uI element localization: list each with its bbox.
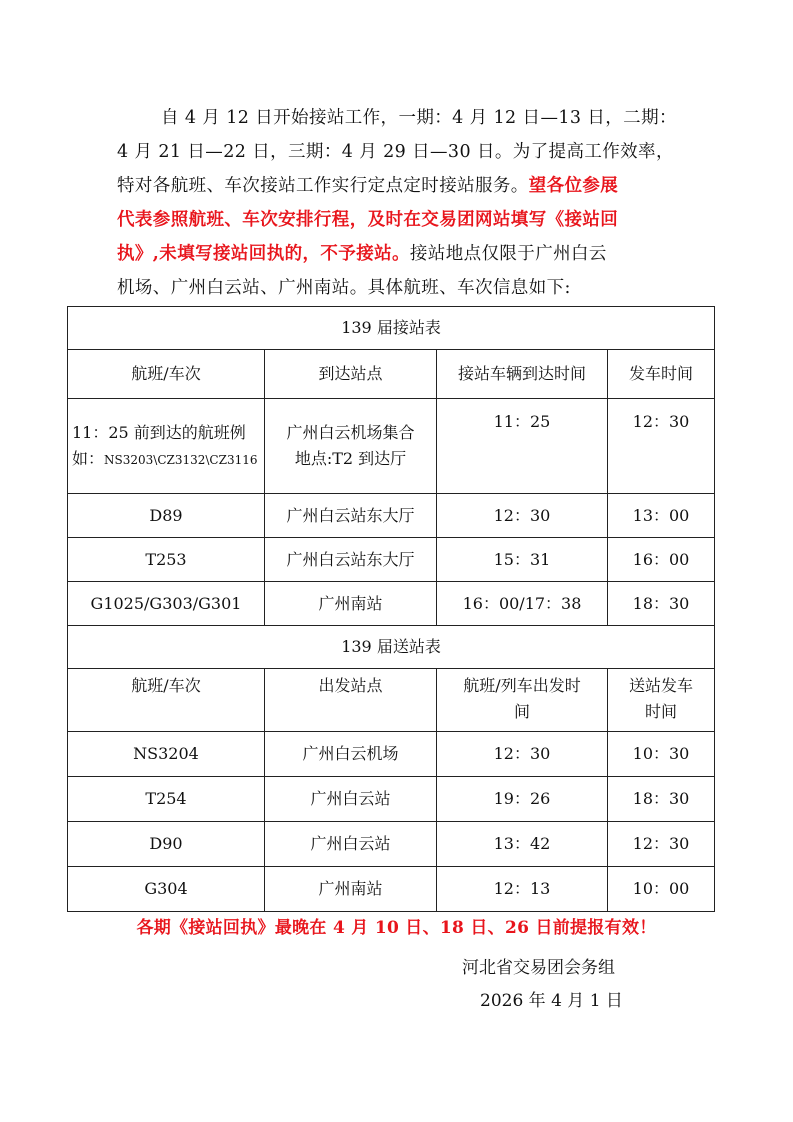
arrival-flight-cell — [68, 399, 265, 494]
arrival-station: 广州南站 — [265, 582, 437, 626]
arrival-depart-time: 16：00 — [608, 538, 715, 582]
arrival-vehicle-time: 11：25 — [437, 399, 608, 494]
departure-station: 广州白云站 — [265, 822, 437, 867]
table-row — [68, 494, 715, 538]
departure-station: 广州白云机场 — [265, 732, 437, 777]
arrival-header-station: 到达站点 — [265, 350, 437, 399]
departure-header-flight: 航班/车次 — [68, 669, 265, 732]
departure-send-time: 10：30 — [608, 732, 715, 777]
departure-header-flight-time — [437, 669, 608, 732]
departure-flight-time: 12：30 — [437, 732, 608, 777]
arrival-header-depart-time: 发车时间 — [608, 350, 715, 399]
departure-station: 广州白云站 — [265, 777, 437, 822]
departure-header-send-time-line-2: 时间 — [645, 702, 678, 721]
table-row — [68, 538, 715, 582]
arrival-flight: G1025/G303/G301 — [68, 582, 265, 626]
arrival-depart-time: 18：30 — [608, 582, 715, 626]
departure-send-time: 10：00 — [608, 867, 715, 912]
arrival-station: 广州白云站东大厅 — [265, 538, 437, 582]
departure-flight: D90 — [68, 822, 265, 867]
departure-header-flight-time-line-1: 航班/列车出发时 — [463, 676, 581, 695]
arrival-depart-time: 12：30 — [608, 399, 715, 494]
arrival-flight: D89 — [68, 494, 265, 538]
arrival-depart-time: 13：00 — [608, 494, 715, 538]
arrival-station-line-1: 广州白云机场集合 — [286, 423, 415, 442]
arrival-station-cell — [265, 399, 437, 494]
departure-flight: T254 — [68, 777, 265, 822]
intro-highlight-2: 代表参照航班、车次安排行程，及时在交易团网站填写《接站回 — [117, 210, 619, 230]
departure-station: 广州南站 — [265, 867, 437, 912]
intro-line-6: 机场、广州白云站、广州南站。具体航班、车次信息如下: — [117, 278, 571, 298]
arrival-station: 广州白云站东大厅 — [265, 494, 437, 538]
arrival-flight-note-suffix: 如： — [72, 448, 105, 468]
table-row — [68, 777, 715, 822]
departure-table-caption: 139 届送站表 — [68, 626, 715, 669]
arrival-vehicle-time: 12：30 — [437, 494, 608, 538]
arrival-header-flight: 航班/车次 — [68, 350, 265, 399]
arrival-table-caption: 139 届接站表 — [68, 307, 715, 350]
departure-header-send-time-line-1: 送站发车 — [629, 676, 694, 695]
departure-flight: NS3204 — [68, 732, 265, 777]
arrival-flight: T253 — [68, 538, 265, 582]
arrival-flight-codes: NS3203\CZ3132\CZ3116 — [104, 452, 258, 467]
departure-header-station: 出发站点 — [265, 669, 437, 732]
departure-send-time: 12：30 — [608, 822, 715, 867]
arrival-vehicle-time: 15：31 — [437, 538, 608, 582]
intro-line-3: 特对各航班、车次接站工作实行定点定时接站服务。 — [117, 176, 529, 196]
arrival-vehicle-time: 16：00/17：38 — [437, 582, 608, 626]
intro-line-5: 接站地点仅限于广州白云 — [409, 244, 607, 264]
intro-paragraph — [117, 101, 717, 305]
intro-highlight-3: 执》,未填写接站回执的，不予接站。 — [117, 244, 410, 264]
deadline-notice: 各期《接站回执》最晚在 4 月 10 日、18 日、26 日前提报有效！ — [136, 918, 657, 938]
signature-date: 2026 年 4 月 1 日 — [480, 991, 623, 1011]
table-row — [68, 822, 715, 867]
arrival-station-line-2: 地点:T2 到达厅 — [294, 449, 407, 468]
arrival-header-vehicle-time: 接站车辆到达时间 — [437, 350, 608, 399]
table-row — [68, 582, 715, 626]
departure-flight-time: 12：13 — [437, 867, 608, 912]
table-row — [68, 867, 715, 912]
departure-flight-time: 13：42 — [437, 822, 608, 867]
departure-header-flight-time-line-2: 间 — [513, 702, 530, 721]
table-row — [68, 732, 715, 777]
departure-header-send-time — [608, 669, 715, 732]
departure-send-time: 18：30 — [608, 777, 715, 822]
intro-highlight-1: 望各位参展 — [528, 176, 619, 196]
departure-flight: G304 — [68, 867, 265, 912]
signature-organization: 河北省交易团会务组 — [462, 958, 615, 978]
departure-flight-time: 19：26 — [437, 777, 608, 822]
intro-line-2: 4 月 21 日—22 日，三期：4 月 29 日—30 日。为了提高工作效率， — [117, 142, 674, 162]
arrival-flight-note: 11：25 前到达的航班例 — [72, 422, 246, 442]
schedule-table — [67, 306, 715, 912]
intro-line-1: 自 4 月 12 日开始接站工作，一期：4 月 12 日—13 日，二期： — [161, 108, 677, 128]
table-row — [68, 399, 715, 494]
